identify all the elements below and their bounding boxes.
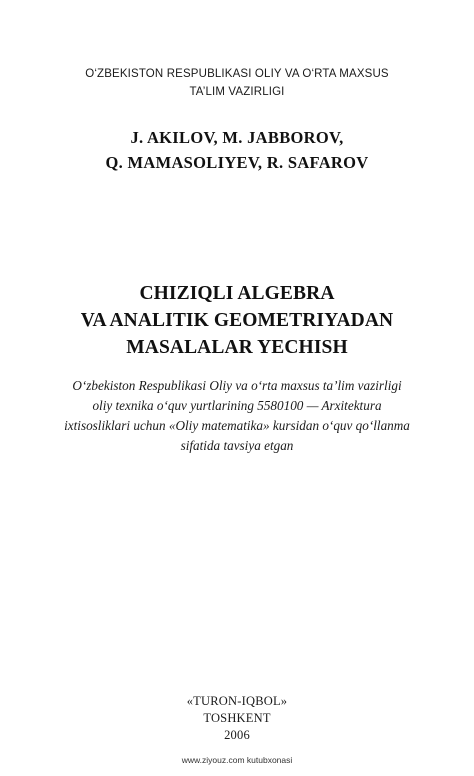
authors-line-1: J. AKILOV, M. JABBOROV, [130, 128, 344, 147]
book-title-line-2: VA ANALITIK GEOMETRIYADAN [80, 310, 394, 331]
book-title-line-3: MASALALAR YECHISH [126, 337, 348, 358]
description-line-2: oliy texnika o‘quv yurtlarining 5580100 — Arxitektura [92, 398, 382, 413]
book-title-line-1: CHIZIQLI ALGEBRA [139, 283, 335, 304]
description-line-1: O‘zbekiston Respublikasi Oliy va o‘rta maxsus ta’lim vazirligi [72, 378, 402, 393]
publication-year: 2006 [224, 728, 250, 742]
publisher-name: «TURON-IQBOL» [186, 694, 288, 708]
publisher-city: TOSHKENT [203, 711, 271, 725]
ministry-line-2: TA’LIM VAZIRLIGI [189, 86, 285, 98]
description-line-3: ixtisosliklari uchun «Oliy matematika» kursidan o‘quv qo‘llanma [64, 418, 410, 433]
description-line-4: sifatida tavsiya etgan [180, 438, 294, 453]
authors-line-2: Q. MAMASOLIYEV, R. SAFAROV [105, 153, 369, 172]
footer-website-link[interactable]: www.ziyouz.com kutubxonasi [181, 755, 293, 765]
ministry-line-1: O‘ZBEKISTON RESPUBLIKASI OLIY VA O‘RTA MAXSUS [85, 68, 389, 80]
